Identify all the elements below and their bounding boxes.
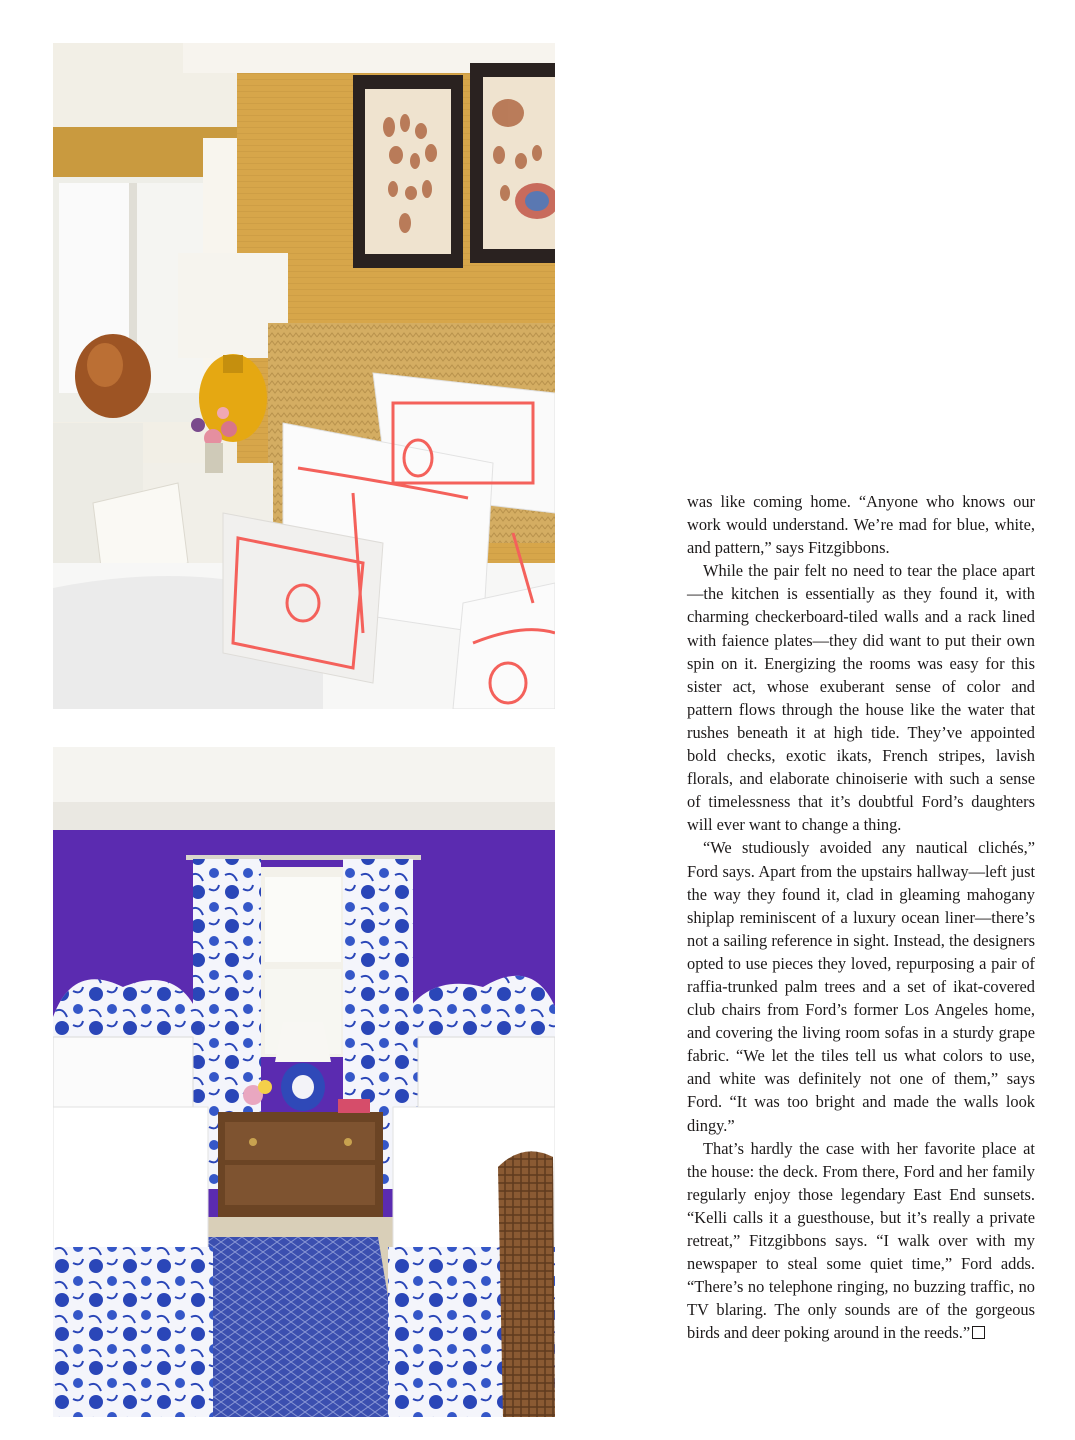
article-paragraph-text: That’s hardly the case with her favorite place at the house: the deck. From there, Ford and her family regularly enjoy those legendary East End sunsets. “Kelli calls it a guesthouse, but it’s really a private retreat,” Fitzgibbons says. “I walk over with my newspaper to steal some quiet time,” Ford adds. “There’s no telephone ringing, no buzzing traffic, no TV blaring. The only sounds are of the gorgeous birds and deer poking around in the reeds.” — [687, 1138, 1035, 1343]
article-paragraph: was like coming home. “Anyone who knows our work would understand. We’re mad for blue, white, and pattern,” says Fitzgibbons. — [687, 492, 1035, 558]
article-paragraph: While the pair felt no need to tear the place apart—the kitchen is essentially as they found it, with charming checkerboard-tiled walls and a rack lined with faience plates—they did want to put their own spin on it. Energizing the rooms was easy for this sister act, whose exuberant sense of color and pattern flows through the house like the water that rushes beneath it at high tide. They’ve appointed bold checks, exotic ikats, French stripes, lavish florals, and elaborate chinoiserie with such a sense of timelessness that it’s doubtful Ford’s daughters will ever want to change a thing. — [687, 561, 1035, 835]
guest-bedroom-photo — [53, 747, 555, 1417]
end-of-article-mark — [972, 1326, 985, 1339]
article-text — [687, 490, 1035, 1344]
article-paragraph: “We studiously avoided any nautical clichés,” Ford says. Apart from the upstairs hallway—left just the way they found it, clad in gleaming mahogany shiplap reminiscent of a luxury ocean liner—there’s not a sailing reference in sight. Instead, the designers opted to use pieces they loved, repurposing a pair of raffia-trunked palm trees and a set of ikat-covered club chairs from Ford’s former Los Angeles home, and covering the living room sofas in a sturdy grape fabric. “We let the tiles tell us what colors to use, and white was definitely not one of them,” says Ford. “It was too bright and made the walls look dingy.” — [687, 838, 1035, 1135]
bedroom-photo — [53, 43, 555, 709]
article-paragraph — [687, 1137, 1035, 1345]
